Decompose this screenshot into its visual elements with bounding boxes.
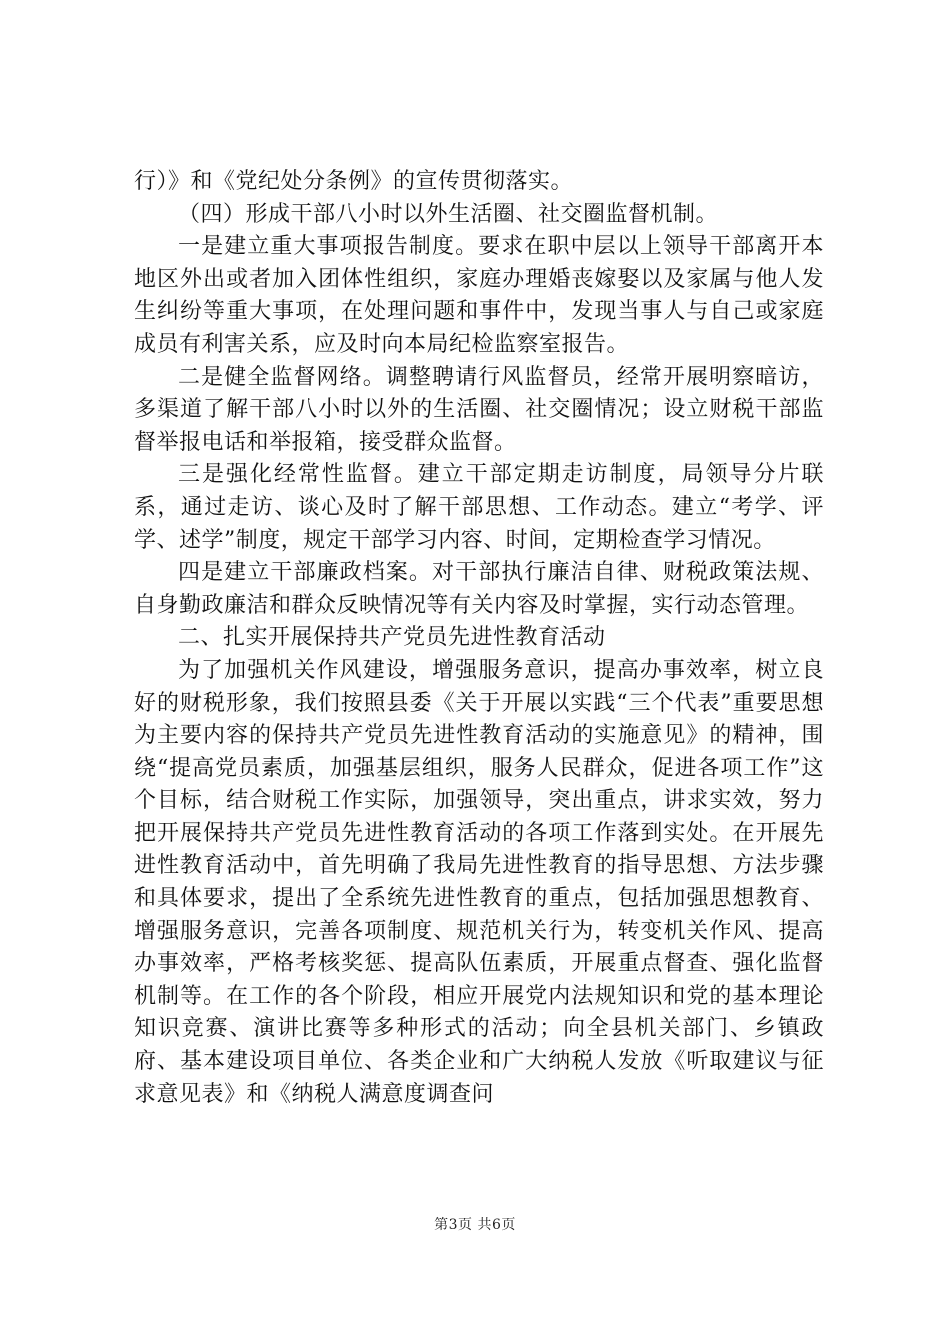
paragraph-item-three: 三是强化经常性监督。建立干部定期走访制度，局领导分片联系，通过走访、谈心及时了解干部思想、工作动态。建立“考学、评学、述学”制度，规定干部学习内容、时间，定期检查学习情况。	[134, 462, 824, 553]
paragraph-item-one: 一是建立重大事项报告制度。要求在职中层以上领导干部离开本地区外出或者加入团体性组织，家庭办理婚丧嫁娶以及家属与他人发生纠纷等重大事项，在处理问题和事件中，发现当事人与自己或家庭成员有利害关系，应及时向本局纪检监察室报告。	[134, 234, 824, 357]
page-number-footer: 第3页 共6页	[434, 1217, 516, 1233]
section-heading-two: 二、扎实开展保持共产党员先进性教育活动	[178, 625, 606, 651]
paragraph-continuation: 行）》和《党纪处分条例》的宣传贯彻落实。	[134, 169, 574, 194]
document-body	[134, 166, 824, 1111]
paragraph-body: 为了加强机关作风建设，增强服务意识，提高办事效率，树立良好的财税形象，我们按照县委《关于开展以实践“三个代表”重要思想为主要内容的保持共产党员先进性教育活动的实施意见》的精神，围绕“提高党员素质，加强基层组织，服务人民群众，促进各项工作”这个目标，结合财税工作实际，加强领导，突出重点，讲求实效，努力把开展保持共产党员先进性教育活动的各项工作落到实处。在开展先进性教育活动中，首先明确了我局先进性教育的指导思想、方法步骤和具体要求，提出了全系统先进性教育的重点，包括加强思想教育、增强服务意识，完善各项制度、规范机关行为，转变机关作风、提高办事效率，严格考核奖惩、提高队伍素质，开展重点督查、强化监督机制等。在工作的各个阶段，相应开展党内法规知识和党的基本理论知识竞赛、演讲比赛等多种形式的活动；向全县机关部门、乡镇政府、基本建设项目单位、各类企业和广大纳税人发放《听取建议与征求意见表》和《纳税人满意度调查问	[134, 657, 824, 1107]
paragraph-item-two: 二是健全监督网络。调整聘请行风监督员，经常开展明察暗访，多渠道了解干部八小时以外的生活圈、社交圈情况；设立财税干部监督举报电话和举报箱，接受群众监督。	[134, 364, 824, 455]
section-heading-four: （四）形成干部八小时以外生活圈、社交圈监督机制。	[178, 201, 719, 227]
paragraph-item-four: 四是建立干部廉政档案。对干部执行廉洁自律、财税政策法规、自身勤政廉洁和群众反映情况等有关内容及时掌握，实行动态管理。	[134, 560, 824, 618]
